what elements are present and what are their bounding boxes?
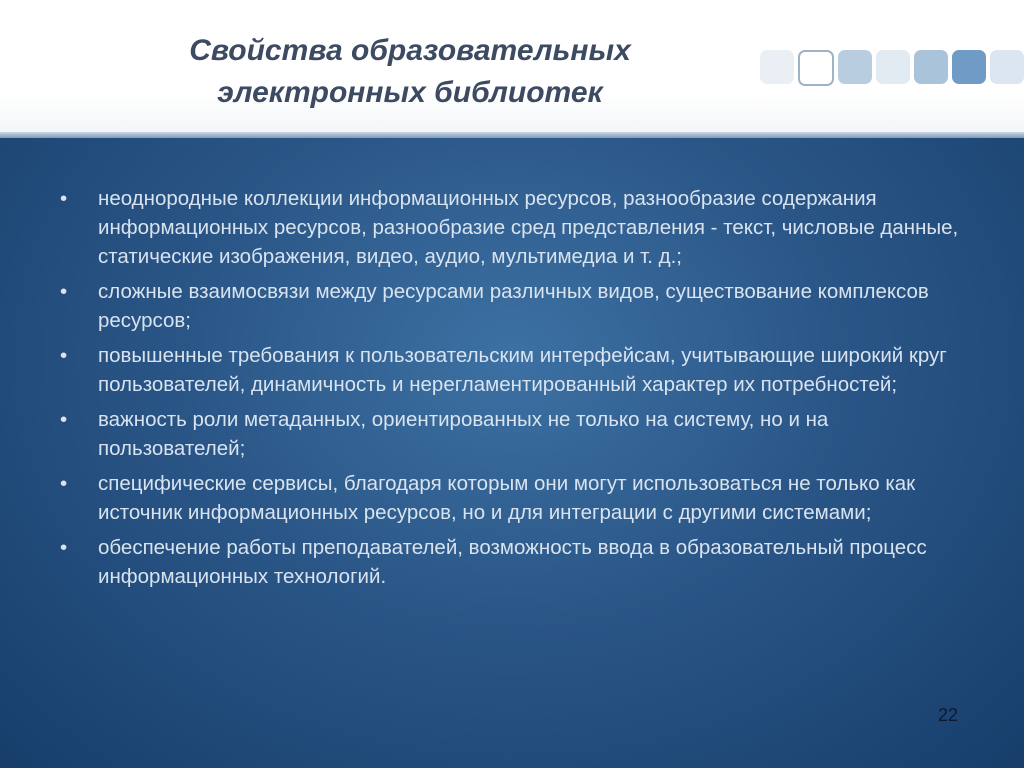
bullet-dot-icon: • [60,344,68,367]
title-line-2: электронных библиотек [217,76,603,109]
decorative-square [952,50,986,84]
bullet-item [60,469,970,527]
bullet-dot-icon: • [60,408,68,431]
decorative-square [798,50,834,86]
slide-header [0,0,1024,132]
decorative-square [838,50,872,84]
bullet-item [60,277,970,335]
page-number: 22 [938,705,959,725]
decorative-square [990,50,1024,84]
bullet-text: неоднородные коллекции информационных ресурсов, разнообразие содержания информационных ресурсов, разнообразие сред представления - текст, числовые данные, статические изображения, видео, аудио, мультимедиа и т. д.; [98,187,959,268]
bullet-list [60,184,970,597]
bullet-dot-icon: • [60,472,68,495]
decorative-square [914,50,948,84]
bullet-text: обеспечение работы преподавателей, возможность ввода в образовательный процесс информационных технологий. [98,536,927,588]
bullet-item [60,184,970,271]
title-line-1: Свойства образовательных [189,34,631,67]
bullet-text: важность роли метаданных, ориентированных не только на систему, но и на пользователей; [98,408,829,460]
bullet-item [60,341,970,399]
decorative-squares [760,50,1024,86]
bullet-text: специфические сервисы, благодаря которым они могут использоваться не только как источник информационных ресурсов, но и для интеграции с другими системами; [98,472,916,524]
bullet-text: повышенные требования к пользовательским интерфейсам, учитывающие широкий круг пользователей, динамичность и нерегламентированный характер их потребностей; [98,344,947,396]
bullet-item [60,405,970,463]
slide-title [130,30,690,114]
bullet-item [60,533,970,591]
bullet-text: сложные взаимосвязи между ресурсами различных видов, существование комплексов ресурсов; [98,280,929,332]
decorative-square [760,50,794,84]
bullet-dot-icon: • [60,187,68,210]
bullet-dot-icon: • [60,280,68,303]
decorative-square [876,50,910,84]
bullet-dot-icon: • [60,536,68,559]
